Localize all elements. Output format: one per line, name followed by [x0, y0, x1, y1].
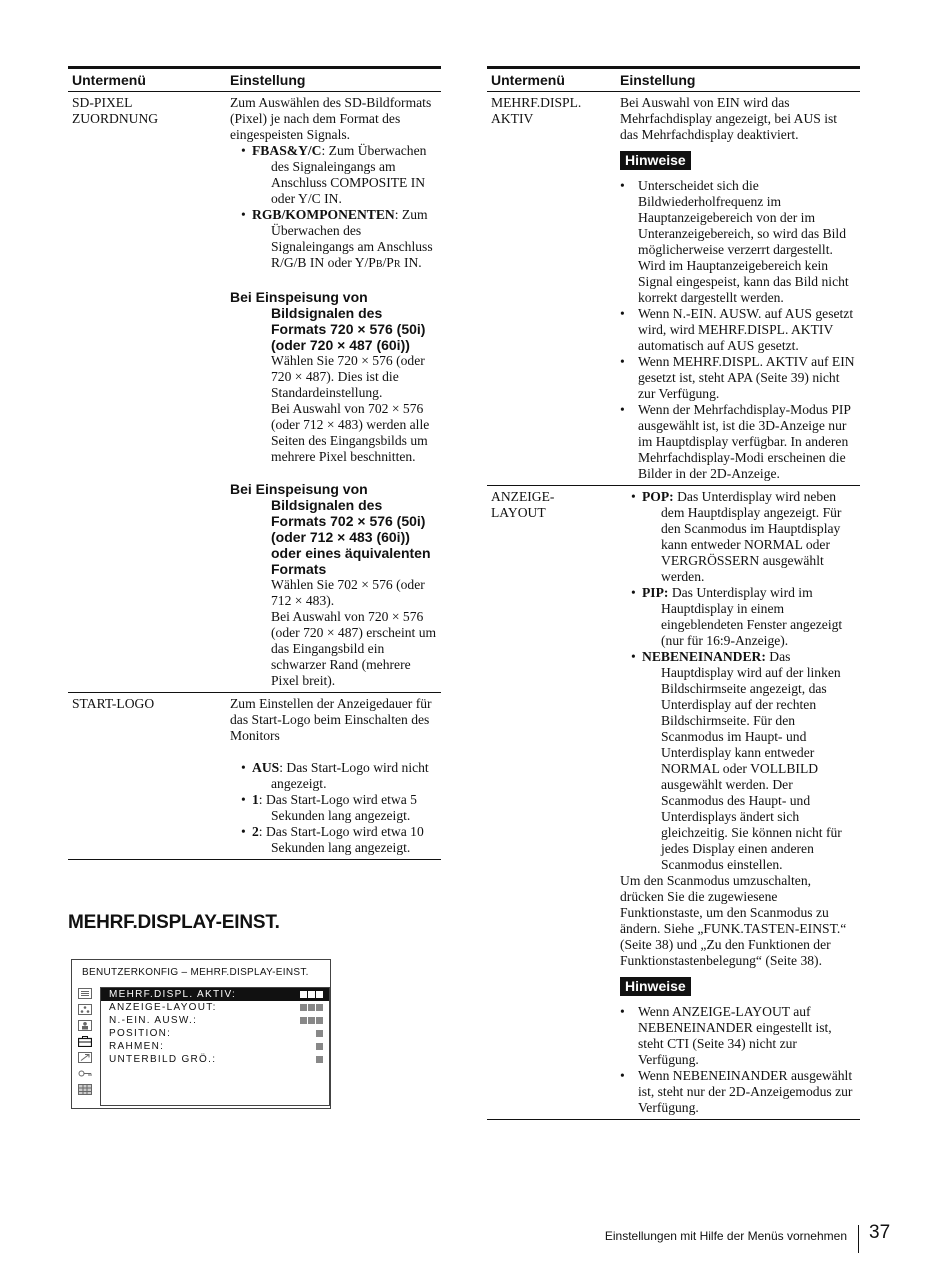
setting-description: Bei Auswahl von EIN wird das Mehrfachdisplay angezeigt, bei AUS ist das Mehrfachdisplay deaktiviert. Hinweise • Unterscheidet sich die Bildwiederholfrequenz im Hauptanzeigebereich von der im Unteranzeigebereich, so wird das Bild möglicherweise verzerrt dargestellt. Wird im Hauptanzeigebereich kein Signal eingespeist, kann das Bild nicht korrekt dargestellt werden. • Wenn N.-EIN. AUSW. auf AUS gesetzt wird, wird MEHRF.DISPL. AKTIV automatisch auf AUS gesetzt. • Wenn MEHRF.DISPL. AKTIV auf EIN gesetzt ist, steht APA (Seite 39) nicht zur Verfügung. • Wenn der Mehrfachdisplay-Modus PIP ausgewählt ist, ist die 3D-Anzeige nur im Hauptdisplay verfügbar. In anderen Mehrfachdisplay-Modi erscheinen die Bilder in der 2D-Anzeige.	[616, 92, 860, 486]
osd-value-block	[308, 1004, 315, 1011]
note-item: • Wenn MEHRF.DISPL. AKTIV auf EIN gesetzt ist, steht APA (Seite 39) nicht zur Verfügung.	[620, 354, 856, 402]
osd-row-value	[316, 1043, 323, 1050]
footer-chapter-title: Einstellungen mit Hilfe der Menüs vornehmen	[604, 1229, 847, 1243]
osd-menu-screenshot	[71, 959, 331, 1109]
osd-value-block	[300, 1017, 307, 1024]
option-rgb: • RGB/KOMPONENTEN: Zum Überwachen des Signaleingangs am Anschluss R/G/B IN oder Y/PB/PR IN.	[230, 207, 437, 273]
osd-title: BENUTZERKONFIG – MEHRF.DISPLAY-EINST.	[82, 967, 309, 978]
note-item: • Wenn N.-EIN. AUSW. auf AUS gesetzt wird, wird MEHRF.DISPL. AKTIV automatisch auf AUS gesetzt.	[620, 306, 856, 354]
osd-row-value	[300, 1004, 323, 1011]
osd-value-block	[300, 991, 307, 998]
page-number: 37	[869, 1222, 891, 1243]
osd-value-block	[316, 1030, 323, 1037]
column-header-setting: Einstellung	[616, 68, 860, 92]
osd-icon-column	[78, 988, 96, 1100]
setting-description: Zum Auswählen des SD-Bildformats (Pixel) je nach dem Format des eingespeisten Signals. • FBAS&Y/C: Zum Überwachen des Signaleingangs am Anschluss COMPOSITE IN oder Y/C IN. • RGB/KOMPONENTEN: Zum Überwachen des Signaleingangs am Anschluss R/G/B IN oder Y/PB/PR IN. Bei Einspeisung von Bildsignalen des Formats 720 × 576 (50i) (oder 720 × 487 (60i)) Wählen Sie 720 × 576 (oder 720 × 487). Dies ist die Standardeinstellung. Bei Auswahl von 702 × 576 (oder 712 × 483) werden alle Seiten des Eingangsbilds um mehrere Pixel beschnitten. Bei Einspeisung von Bildsignalen des Formats 702 × 576 (50i) (oder 712 × 483 (60i)) oder eines äquivalenten Formats Wählen Sie 702 × 576 (oder 712 × 483). Bei Auswahl von 720 × 576 (oder 720 × 487) erscheint um das Eingangsbild ein schwarzer Rand (mehrere Pixel breit).	[226, 92, 441, 693]
osd-value-block	[308, 1017, 315, 1024]
osd-value-block	[316, 991, 323, 998]
column-header-setting: Einstellung	[226, 68, 441, 92]
option-fbas: • FBAS&Y/C: Zum Überwachen des Signaleingangs am Anschluss COMPOSITE IN oder Y/C IN.	[230, 143, 437, 207]
osd-row-label: UNTERBILD GRÖ.:	[109, 1054, 217, 1065]
table-row-mehrf-displ-aktiv	[487, 92, 860, 486]
osd-settings-panel	[100, 987, 330, 1106]
toolbox-icon	[78, 1036, 92, 1047]
osd-value-block	[316, 1004, 323, 1011]
notes-badge: Hinweise	[620, 151, 691, 170]
right-settings-table	[487, 66, 860, 1120]
osd-row-label: N.-EIN. AUSW.:	[109, 1015, 198, 1026]
option-list	[620, 489, 856, 873]
submenu-name: SD-PIXEL ZUORDNUNG	[68, 92, 226, 693]
osd-row-label: RAHMEN:	[109, 1041, 165, 1052]
submenu-name: START-LOGO	[68, 693, 226, 860]
option-aus: • AUS: Das Start-Logo wird nicht angezeigt.	[230, 760, 437, 792]
osd-menu-row	[101, 1040, 329, 1053]
osd-value-block	[308, 991, 315, 998]
osd-row-value	[316, 1030, 323, 1037]
scanmode-paragraph: Um den Scanmodus umzuschalten, drücken Sie die zugewiesene Funktionstaste, um den Scanmodus zu ändern. Siehe „FUNK.TASTEN-EINST.“ (Seite 38) und „Zu den Funktionen der Funktionstastenbelegung“ (Seite 38).	[620, 873, 847, 968]
table-row-start-logo	[68, 693, 441, 860]
setting-description	[616, 486, 860, 1120]
setting-description: Zum Einstellen der Anzeigedauer für das Start-Logo beim Einschalten des Monitors • AUS: Das Start-Logo wird nicht angezeigt. • 1: Das Start-Logo wird etwa 5 Sekunden lang angezeigt. • 2: Das Start-Logo wird etwa 10 Sekunden lang angezeigt.	[226, 693, 441, 860]
osd-menu-row	[101, 1053, 329, 1066]
osd-row-label: ANZEIGE-LAYOUT:	[109, 1002, 217, 1013]
note-item: • Wenn ANZEIGE-LAYOUT auf NEBENEINANDER eingestellt ist, steht CTI (Seite 34) nicht zur Verfügung.	[620, 1004, 856, 1068]
option-pip: • PIP: Das Unterdisplay wird im Hauptdisplay in einem eingeblendeten Fenster angezeigt (nur für 16:9-Anzeige).	[620, 585, 856, 649]
option-list	[230, 143, 437, 273]
option-2: • 2: Das Start-Logo wird etwa 10 Sekunden lang angezeigt.	[230, 824, 437, 856]
notes-list	[620, 178, 856, 482]
column-header-submenu: Untermenü	[487, 68, 616, 92]
osd-row-value	[300, 991, 323, 998]
option-pop: • POP: Das Unterdisplay wird neben dem Hauptdisplay angezeigt. Für den Scanmodus im Hauptdisplay kann entweder NORMAL oder VERGRÖSSERN ausgewählt werden.	[620, 489, 856, 585]
osd-value-block	[316, 1056, 323, 1063]
left-settings-table	[68, 66, 441, 860]
arrow-icon	[78, 1052, 92, 1063]
footer-divider	[858, 1225, 859, 1253]
submenu-name: ANZEIGE- LAYOUT	[487, 486, 616, 1120]
osd-row-label: POSITION:	[109, 1028, 172, 1039]
section-title: MEHRF.DISPLAY-EINST.	[68, 912, 280, 933]
key-icon	[78, 1068, 92, 1079]
osd-menu-row	[101, 1001, 329, 1014]
option-1: • 1: Das Start-Logo wird etwa 5 Sekunden lang angezeigt.	[230, 792, 437, 824]
subheading-720: Bei Einspeisung von Bildsignalen des Formats 720 × 576 (50i) (oder 720 × 487 (60i))	[230, 289, 426, 353]
osd-value-block	[316, 1043, 323, 1050]
subheading-702: Bei Einspeisung von Bildsignalen des Formats 702 × 576 (50i) (oder 712 × 483 (60i)) oder eines äquivalenten Formats	[230, 481, 431, 577]
option-nebeneinander: • NEBENEINANDER: Das Hauptdisplay wird auf der linken Bildschirmseite angezeigt, das Unterdisplay auf der rechten Bildschirmseite. Für den Scanmodus im Haupt- und Unterdisplay kann entweder NORMAL oder VOLLBILD ausgewählt werden. Der Scanmodus des Haupt- und Unterdisplays ändert sich gleichzeitig. Sie können nicht für jedes Display einen anderen Scanmodus einstellen.	[620, 649, 856, 873]
osd-menu-row	[101, 1014, 329, 1027]
table-row-anzeige-layout	[487, 486, 860, 1120]
menu-list-icon	[78, 988, 92, 999]
osd-menu-row	[101, 1027, 329, 1040]
osd-value-block	[316, 1017, 323, 1024]
grid-icon	[78, 1084, 92, 1095]
column-header-submenu: Untermenü	[68, 68, 226, 92]
option-list	[230, 760, 437, 856]
note-item: • Unterscheidet sich die Bildwiederholfrequenz im Hauptanzeigebereich von der im Unteranzeigebereich, so wird das Bild möglicherweise verzerrt dargestellt. Wird im Hauptanzeigebereich kein Signal eingespeist, kann das Bild nicht korrekt dargestellt werden.	[620, 178, 856, 306]
osd-row-value	[316, 1056, 323, 1063]
osd-row-label: MEHRF.DISPL. AKTIV:	[109, 989, 237, 1000]
notes-list	[620, 1004, 856, 1116]
osd-menu-row	[101, 988, 329, 1001]
note-item: • Wenn der Mehrfachdisplay-Modus PIP ausgewählt ist, ist die 3D-Anzeige nur im Hauptdisplay verfügbar. In anderen Mehrfachdisplay-Modi erscheinen die Bilder in der 2D-Anzeige.	[620, 402, 856, 482]
network-icon	[78, 1004, 92, 1015]
note-item: • Wenn NEBENEINANDER ausgewählt ist, steht nur der 2D-Anzeigemodus zur Verfügung.	[620, 1068, 856, 1116]
notes-badge: Hinweise	[620, 977, 691, 996]
person-icon	[78, 1020, 92, 1031]
submenu-name: MEHRF.DISPL. AKTIV	[487, 92, 616, 486]
osd-value-block	[300, 1004, 307, 1011]
table-row-sd-pixel	[68, 92, 441, 693]
osd-row-value	[300, 1017, 323, 1024]
